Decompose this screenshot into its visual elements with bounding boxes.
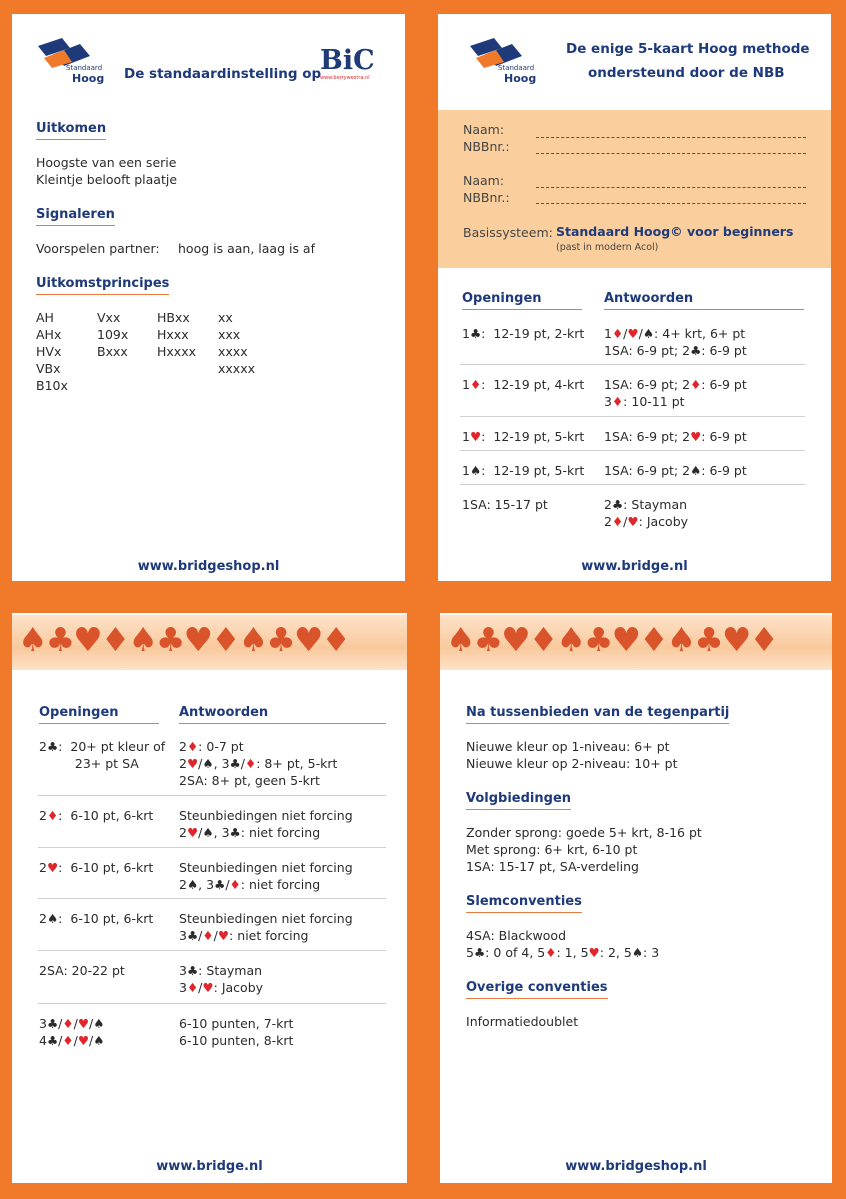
- answer-cell: 2♥/♠, 3♣: niet forcing: [179, 825, 321, 840]
- heart-icon: ♥: [77, 1033, 90, 1048]
- diamond-icon: ♦: [202, 928, 214, 943]
- answer-cell: 1SA: 6-9 pt; 2♦: 6-9 pt: [604, 377, 747, 392]
- answer-cell: 1SA: 6-9 pt; 2♥: 6-9 pt: [604, 429, 747, 444]
- opening-cell: 4♣/♦/♥/♠: [39, 1033, 105, 1048]
- logo-top-text: Standaard: [66, 64, 103, 72]
- naam-field-2[interactable]: [536, 187, 806, 188]
- principes-table: [36, 309, 376, 399]
- diamond-icon: ♦: [690, 377, 702, 392]
- uitkomen-heading: Uitkomen: [36, 121, 106, 140]
- heart-icon: ♥: [186, 825, 199, 840]
- answer-cell: Steunbiedingen niet forcing: [179, 911, 353, 926]
- suits-band: [12, 615, 407, 670]
- section-line: 1SA: 15-17 pt, SA-verdeling: [466, 859, 639, 874]
- section-line: Informatiedoublet: [466, 1014, 579, 1029]
- uitkomen-line-2: Kleintje belooft plaatje: [36, 172, 178, 187]
- opening-cell: 2♥: 6-10 pt, 6-krt: [39, 860, 154, 875]
- opening-cell: 23+ pt SA: [74, 756, 139, 771]
- naam-label-1: Naam:: [463, 122, 505, 137]
- principe-0-4: B10x: [36, 378, 68, 393]
- heart-icon: ♥: [202, 980, 214, 995]
- row-divider: [38, 950, 386, 951]
- answer-cell: 1SA: 6-9 pt; 2♠: 6-9 pt: [604, 463, 747, 478]
- section-line: 5♣: 0 of 4, 5♦: 1, 5♥: 2, 5♠: 3: [466, 945, 660, 960]
- suits-band: [440, 615, 832, 670]
- footer-link[interactable]: www.bridge.nl: [581, 559, 688, 574]
- nbbnr-field-2[interactable]: [536, 203, 806, 204]
- card-conventies: [440, 613, 832, 1183]
- diamond-icon: ♦: [229, 877, 241, 892]
- principe-0-1: AHx: [36, 327, 62, 342]
- opening-cell: 2♠: 6-10 pt, 6-krt: [39, 911, 154, 926]
- antwoorden-heading: Antwoorden: [604, 291, 804, 310]
- principe-3-2: xxxx: [218, 344, 248, 359]
- card-vijfkaart-hoog: [438, 14, 831, 581]
- player-form: [438, 110, 831, 268]
- answer-cell: 2♥/♠, 3♣/♦: 8+ pt, 5-krt: [179, 756, 338, 771]
- answer-cell: 3♣/♦/♥: niet forcing: [179, 928, 309, 943]
- heart-icon: ♥: [217, 928, 230, 943]
- opening-cell: 1♣: 12-19 pt, 2-krt: [462, 326, 585, 341]
- diamond-icon: ♦: [244, 756, 257, 771]
- diamond-icon: ♦: [611, 514, 624, 529]
- section-line: Nieuwe kleur op 1-niveau: 6+ pt: [466, 739, 670, 754]
- standaard-hoog-logo: [34, 36, 114, 86]
- principes-heading: Uitkomstprincipes: [36, 276, 169, 295]
- diamond-icon: ♦: [611, 394, 624, 409]
- row-divider: [460, 484, 805, 485]
- principe-1-2: Bxxx: [97, 344, 128, 359]
- section-heading: Na tussenbieden van de tegenpartij: [466, 705, 729, 724]
- heart-icon: ♥: [186, 756, 199, 771]
- section-line: Nieuwe kleur op 2-niveau: 10+ pt: [466, 756, 678, 771]
- answer-cell: 2♦: 0-7 pt: [179, 739, 244, 754]
- heart-icon: ♥: [46, 860, 59, 875]
- answer-cell: 2♦/♥: Jacoby: [604, 514, 689, 529]
- answer-cell: 1SA: 6-9 pt; 2♣: 6-9 pt: [604, 343, 747, 358]
- naam-field-1[interactable]: [536, 137, 806, 138]
- footer-link[interactable]: www.bridgeshop.nl: [137, 559, 280, 574]
- section-line: Zonder sprong: goede 5+ krt, 8-16 pt: [466, 825, 702, 840]
- answer-cell: 2♣: Stayman: [604, 497, 688, 512]
- heart-icon: ♥: [627, 514, 639, 529]
- card-standaardinstelling: [12, 14, 405, 581]
- row-divider: [460, 364, 805, 365]
- principe-2-2: Hxxxx: [157, 344, 196, 359]
- row-divider: [38, 847, 386, 848]
- row-divider: [460, 450, 805, 451]
- nbbnr-label-2: NBBnr.:: [463, 190, 510, 205]
- naam-label-2: Naam:: [463, 173, 505, 188]
- diamond-icon: ♦: [46, 808, 59, 823]
- diamond-icon: ♦: [186, 739, 199, 754]
- card-twee-openingen: [12, 613, 407, 1183]
- diamond-icon: ♦: [611, 326, 624, 341]
- nbbnr-field-1[interactable]: [536, 153, 806, 154]
- logo-bottom-text: Hoog: [504, 72, 537, 85]
- principe-0-3: VBx: [36, 361, 61, 376]
- opening-cell: 2♣: 20+ pt kleur of: [39, 739, 166, 754]
- answer-cell: Steunbiedingen niet forcing: [179, 808, 353, 823]
- answer-cell: 3♦: 10-11 pt: [604, 394, 685, 409]
- diamond-icon: ♦: [186, 980, 199, 995]
- answer-cell: 2♠, 3♣/♦: niet forcing: [179, 877, 321, 892]
- bic-logo: [320, 47, 392, 87]
- logo-top-text: Standaard: [498, 64, 535, 72]
- principe-1-1: 109x: [97, 327, 129, 342]
- bic-logo-text: BiC: [320, 45, 375, 76]
- answer-cell: 1♦/♥/♠: 4+ krt, 6+ pt: [604, 326, 746, 341]
- signaleren-label: Voorspelen partner:: [36, 241, 160, 256]
- opening-cell: 1SA: 15-17 pt: [462, 497, 548, 512]
- row-divider: [38, 795, 386, 796]
- heart-icon: ♥: [469, 429, 482, 444]
- answer-cell: 3♣: Stayman: [179, 963, 263, 978]
- row-divider: [460, 416, 805, 417]
- opening-cell: 1♠: 12-19 pt, 5-krt: [462, 463, 585, 478]
- principe-1-0: Vxx: [97, 310, 121, 325]
- standaard-hoog-logo: [466, 36, 546, 86]
- bic-url: www.berrywestra.nl: [320, 75, 370, 81]
- signaleren-value: hoog is aan, laag is af: [178, 241, 315, 256]
- heart-icon: ♥: [588, 945, 600, 960]
- uitkomen-line-1: Hoogste van een serie: [36, 155, 177, 170]
- principe-2-0: HBxx: [157, 310, 190, 325]
- suits-band-symbols: ♠♣♥♦♠♣♥♦♠♣♥♦: [446, 620, 778, 659]
- opening-cell: 2♦: 6-10 pt, 6-krt: [39, 808, 154, 823]
- principe-0-2: HVx: [36, 344, 62, 359]
- openingen-heading: Openingen: [462, 291, 582, 310]
- answer-cell: 2SA: 8+ pt, geen 5-krt: [179, 773, 320, 788]
- principe-3-3: xxxxx: [218, 361, 255, 376]
- row-divider: [38, 1003, 386, 1004]
- opening-cell: 1♥: 12-19 pt, 5-krt: [462, 429, 585, 444]
- card-title: De standaardinstelling op: [124, 66, 322, 82]
- answer-cell: 6-10 punten, 7-krt: [179, 1016, 294, 1031]
- opening-cell: 1♦: 12-19 pt, 4-krt: [462, 377, 585, 392]
- diamond-icon: ♦: [469, 377, 482, 392]
- heart-icon: ♥: [690, 429, 702, 444]
- section-line: 4SA: Blackwood: [466, 928, 567, 943]
- nbbnr-label-1: NBBnr.:: [463, 139, 510, 154]
- row-divider: [38, 898, 386, 899]
- suits-band-symbols: ♠♣♥♦♠♣♥♦♠♣♥♦: [18, 620, 350, 659]
- basis-value: Standaard Hoog© voor beginners: [556, 224, 794, 239]
- diamond-icon: ♦: [545, 945, 557, 960]
- card-title-line-2: ondersteund door de NBB: [588, 65, 785, 81]
- answer-cell: 6-10 punten, 8-krt: [179, 1033, 294, 1048]
- basis-note: (past in modern Acol): [556, 242, 659, 253]
- openingen-heading: Openingen: [39, 705, 159, 724]
- section-heading: Overige conventies: [466, 980, 608, 999]
- principe-3-0: xx: [218, 310, 233, 325]
- section-line: Met sprong: 6+ krt, 6-10 pt: [466, 842, 638, 857]
- opening-cell: 3♣/♦/♥/♠: [39, 1016, 105, 1031]
- principe-2-1: Hxxx: [157, 327, 189, 342]
- principe-0-0: AH: [36, 310, 54, 325]
- answer-cell: Steunbiedingen niet forcing: [179, 860, 353, 875]
- logo-bottom-text: Hoog: [72, 72, 105, 85]
- section-heading: Volgbiedingen: [466, 791, 571, 810]
- diamond-icon: ♦: [62, 1016, 74, 1031]
- heart-icon: ♥: [627, 326, 639, 341]
- section-heading: Slemconventies: [466, 894, 582, 913]
- opening-cell: 2SA: 20-22 pt: [39, 963, 125, 978]
- antwoorden-heading: Antwoorden: [179, 705, 386, 724]
- heart-icon: ♥: [77, 1016, 90, 1031]
- footer-link[interactable]: www.bridge.nl: [156, 1159, 263, 1174]
- diamond-icon: ♦: [62, 1033, 74, 1048]
- card-title-line-1: De enige 5-kaart Hoog methode: [566, 41, 810, 57]
- footer-link[interactable]: www.bridgeshop.nl: [565, 1159, 707, 1174]
- principe-3-1: xxx: [218, 327, 241, 342]
- answer-cell: 3♦/♥: Jacoby: [179, 980, 264, 995]
- basis-label: Basissysteem:: [463, 225, 553, 240]
- signaleren-heading: Signaleren: [36, 207, 115, 226]
